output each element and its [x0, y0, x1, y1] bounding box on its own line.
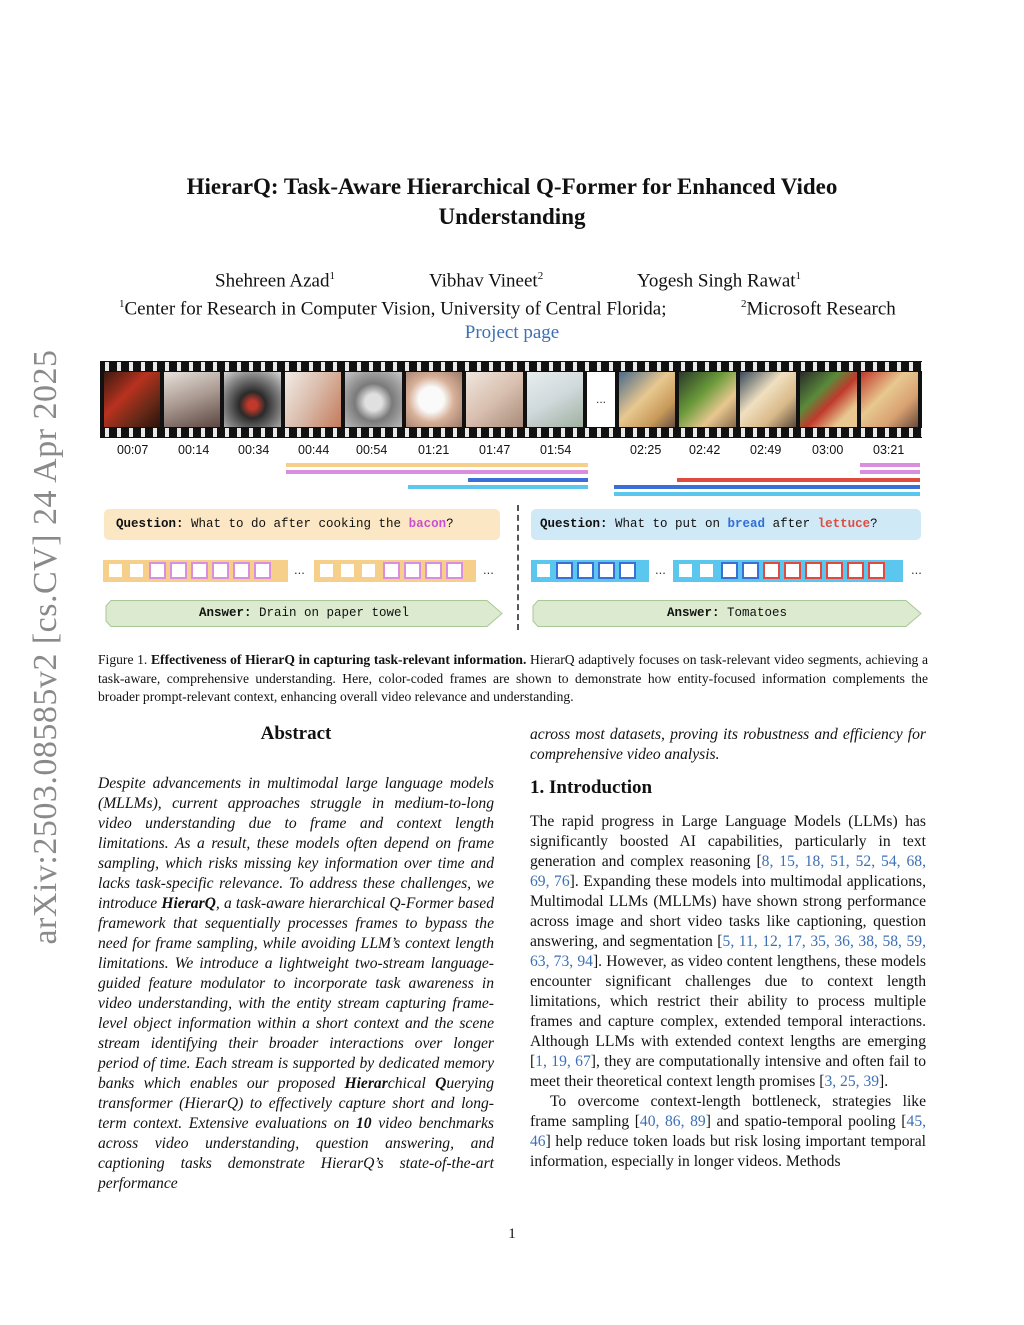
- timestamp: 02:25: [630, 443, 662, 457]
- query-token: [191, 562, 208, 579]
- figure-caption: [98, 651, 928, 707]
- abstract-text: Despite advancements in multimodal large language models (MLLMs), current approaches struggle in medium-to-long video understanding due to frame and context length limitations. As a result, these models often depend on frame sampling, which risks missing key information over time and lacks task-specific relevance. To address these challenges, we introduce: [98, 775, 494, 912]
- query-token: [619, 562, 636, 579]
- query-token: [868, 562, 885, 579]
- query-token: [170, 562, 187, 579]
- citation-link[interactable]: 8, 15, 18, 51, 52, 54, 68, 69, 76: [530, 853, 926, 890]
- intro-heading: 1. Introduction: [530, 777, 653, 798]
- question-entity: bread: [727, 517, 766, 531]
- timestamp: 00:34: [238, 443, 270, 457]
- query-token: [784, 562, 801, 579]
- question-end: ?: [870, 517, 878, 531]
- answer-label: Answer:: [666, 606, 720, 620]
- query-token: [698, 562, 715, 579]
- author-2: [429, 270, 543, 292]
- video-frame: [164, 372, 220, 427]
- query-token: [535, 562, 552, 579]
- video-frame: [527, 372, 583, 427]
- answer-box-left: [105, 600, 503, 627]
- affiliation-sup: 2: [741, 298, 747, 310]
- timestamp: 03:00: [812, 443, 844, 457]
- abstract-bold: Hierar: [344, 1075, 388, 1092]
- abstract-bold: HierarQ: [161, 895, 216, 912]
- entity-relevance-bar: [860, 470, 920, 474]
- intro-text: ] help reduce token loads but risk losing important temporal information, especially in longer videos. Methods: [530, 1133, 926, 1170]
- citation-link[interactable]: 40, 86, 89: [639, 1113, 706, 1130]
- timestamp: 00:44: [298, 443, 330, 457]
- answer-label: Answer:: [198, 606, 252, 620]
- timestamp: 01:21: [418, 443, 450, 457]
- query-token-group: [103, 560, 288, 582]
- affiliation-text: Microsoft Research: [746, 298, 896, 320]
- query-token: [847, 562, 864, 579]
- query-token: [339, 562, 356, 579]
- question-end: ?: [446, 517, 454, 531]
- video-filmstrip: [100, 361, 922, 438]
- ellipsis: ...: [655, 562, 666, 577]
- video-frame: [861, 372, 918, 427]
- answer-box-right: [532, 600, 922, 627]
- intro-text: ] and spatio-temporal pooling [: [705, 1113, 907, 1130]
- query-token: [383, 562, 400, 579]
- query-token-group: [673, 560, 903, 582]
- timestamp: 02:49: [750, 443, 782, 457]
- question-label: Question:: [116, 517, 184, 531]
- intro-text: ]. However, as video content lengthens, these models encounter significant challenges due to context length limitations, which restrict their ability to process multiple frames and capture complex, extended temporal interactions. Although LLMs with extended context lengths are emerging [: [530, 953, 926, 1070]
- query-token: [128, 562, 145, 579]
- abstract-bold: 10: [355, 1115, 372, 1132]
- filmstrip-perforations-bottom: [100, 428, 922, 437]
- author-3: [637, 270, 801, 292]
- filmstrip-perforations-top: [100, 362, 922, 371]
- arxiv-stamp-text: arXiv:2503.08585v2 [cs.CV] 24 Apr 2025: [27, 349, 64, 945]
- abstract-bold: Q: [435, 1075, 447, 1092]
- question-entity: bacon: [408, 517, 447, 531]
- entity-red-bar: [677, 478, 920, 482]
- video-frame: [679, 372, 736, 427]
- video-frame: [224, 372, 281, 427]
- video-frame: [285, 372, 341, 427]
- affiliation-text: Center for Research in Computer Vision, University of Central Florida;: [124, 298, 667, 320]
- intro-text: ]. Expanding these models into multimodal applications, Multimodal LLMs (MLLMs) have shown strong performance across image and short video tasks like captioning, question answering, and segmentation [: [530, 873, 926, 950]
- question-text: What to put on: [607, 517, 728, 531]
- query-token: [107, 562, 124, 579]
- question-box-right: [531, 509, 921, 540]
- citation-link[interactable]: 45, 46: [530, 1113, 927, 1150]
- author-sup: 2: [537, 270, 544, 282]
- timestamp: 00:07: [117, 443, 149, 457]
- author-sup: 1: [329, 270, 335, 282]
- abstract-body: [98, 774, 494, 1194]
- citation-link[interactable]: 5, 11, 12, 17, 35, 36, 38, 58, 59, 63, 73, 94: [530, 933, 926, 970]
- abstract-text: chical: [387, 1075, 436, 1092]
- author-name: Vibhav Vineet: [429, 270, 538, 292]
- query-token: [742, 562, 759, 579]
- query-token: [425, 562, 442, 579]
- affiliation-2: [741, 298, 896, 320]
- author-name: Shehreen Azad: [215, 270, 330, 292]
- citation-link[interactable]: 1, 19, 67: [535, 1053, 591, 1070]
- question-text: after: [765, 517, 818, 531]
- question-text: What to do after cooking the: [183, 517, 409, 531]
- long-context-bar: [408, 485, 588, 489]
- gap-marker: ...: [587, 372, 615, 427]
- ellipsis: ...: [911, 562, 922, 577]
- intro-paragraph-2: [530, 1092, 926, 1172]
- video-frame: [104, 372, 160, 427]
- video-frame: [345, 372, 402, 427]
- intro-text: To overcome context-length bottleneck, strategies like frame sampling [: [530, 1093, 926, 1130]
- query-token: [360, 562, 377, 579]
- page-number: 1: [508, 1226, 516, 1242]
- author-sup: 1: [795, 270, 802, 282]
- ellipsis: ...: [483, 562, 494, 577]
- abstract-text: uerying transformer (HierarQ) to effectively capture short and long-term context. Extensive evaluations on: [98, 1075, 494, 1132]
- intro-text: ].: [879, 1073, 889, 1090]
- query-token-group: [531, 560, 649, 582]
- entity-segment-bar: [468, 478, 588, 482]
- video-frame: [740, 372, 796, 427]
- intro-body: [530, 812, 926, 1172]
- query-token: [721, 562, 738, 579]
- abstract-continuation: across most datasets, proving its robustness and efficiency for comprehensive video analysis.: [530, 726, 926, 763]
- timestamp: 01:47: [479, 443, 511, 457]
- entity-relevance-bar: [286, 470, 588, 474]
- intro-text: The rapid progress in Large Language Models (LLMs) has significantly boosted AI capabilities, particularly in text generation and complex reasoning [: [530, 813, 926, 870]
- title-line-1: HierarQ: Task-Aware Hierarchical Q-Former for Enhanced Video: [186, 174, 838, 199]
- abstract-heading: Abstract: [260, 723, 332, 744]
- abstract-text: , a task-aware hierarchical Q-Former based framework that sequentially processes frames to bypass the need for frame sampling, while avoiding LLM’s context length limitations. We introduce a lightweight two-stream language-guided feature modulator to incorporate task awareness in video understanding, with the entity stream capturing frame-level object information within a short context and the scene stream identifying their broader interactions over longer period of time. Each stream is supported by dedicated memory banks which enables our proposed: [98, 895, 494, 1092]
- abstract-overflow-text: video benchmarks across video understanding, question answering, and captioning tasks demonstrate HierarQ’s state-of-the-art performance: [98, 1115, 494, 1192]
- query-token: [318, 562, 335, 579]
- caption-label: Figure 1.: [98, 652, 151, 667]
- paper-title: [150, 172, 874, 232]
- author-1: [215, 270, 335, 292]
- citation-link[interactable]: 3, 25, 39: [824, 1073, 880, 1090]
- query-token: [556, 562, 573, 579]
- query-token: [404, 562, 421, 579]
- query-token: [446, 562, 463, 579]
- video-frame: [619, 372, 675, 427]
- query-token-group: [314, 560, 476, 582]
- arxiv-stamp: [27, 349, 64, 945]
- entity-relevance-bar: [860, 463, 920, 467]
- affiliation-sup: 1: [119, 298, 125, 310]
- affiliation-1: [119, 298, 667, 320]
- ellipsis: ...: [294, 562, 305, 577]
- query-token: [677, 562, 694, 579]
- question-entity: lettuce: [817, 517, 871, 531]
- timestamp: 02:42: [689, 443, 721, 457]
- timestamp: 03:21: [873, 443, 905, 457]
- entity-segment-bar: [614, 485, 920, 489]
- answer-text: Drain on paper towel: [251, 606, 410, 620]
- video-frame: [800, 372, 857, 427]
- prompt-relevance-bar: [286, 463, 588, 467]
- timestamp: 01:54: [540, 443, 572, 457]
- query-token: [826, 562, 843, 579]
- caption-bold: Effectiveness of HierarQ in capturing task-relevant information.: [150, 652, 527, 667]
- caption-text: HierarQ adaptively focuses on task-relevant video segments, achieving a task-aware, comprehensive understanding. Here, color-coded frames are shown to demonstrate how entity-focused information complements the broader prompt-relevant context, enhancing overall video relevance and understanding.: [98, 652, 928, 705]
- project-page-link[interactable]: Project page: [464, 322, 560, 343]
- video-frame: [406, 372, 462, 427]
- author-name: Yogesh Singh Rawat: [637, 270, 796, 292]
- intro-text: ], they are computationally intensive and often fail to meet their theoretical context length promises [: [530, 1053, 927, 1090]
- query-token: [805, 562, 822, 579]
- query-token: [763, 562, 780, 579]
- question-box-left: [104, 509, 500, 540]
- figure-divider: [517, 505, 519, 630]
- question-label: Question:: [540, 517, 608, 531]
- query-token: [598, 562, 615, 579]
- query-token: [212, 562, 229, 579]
- query-token: [149, 562, 166, 579]
- answer-text: Tomatoes: [719, 606, 788, 620]
- video-frame: [466, 372, 523, 427]
- title-line-2: Understanding: [438, 204, 586, 229]
- timestamp: 00:54: [356, 443, 388, 457]
- query-token: [577, 562, 594, 579]
- long-context-bar: [614, 492, 920, 496]
- timestamp: 00:14: [178, 443, 210, 457]
- query-token: [254, 562, 271, 579]
- query-token: [233, 562, 250, 579]
